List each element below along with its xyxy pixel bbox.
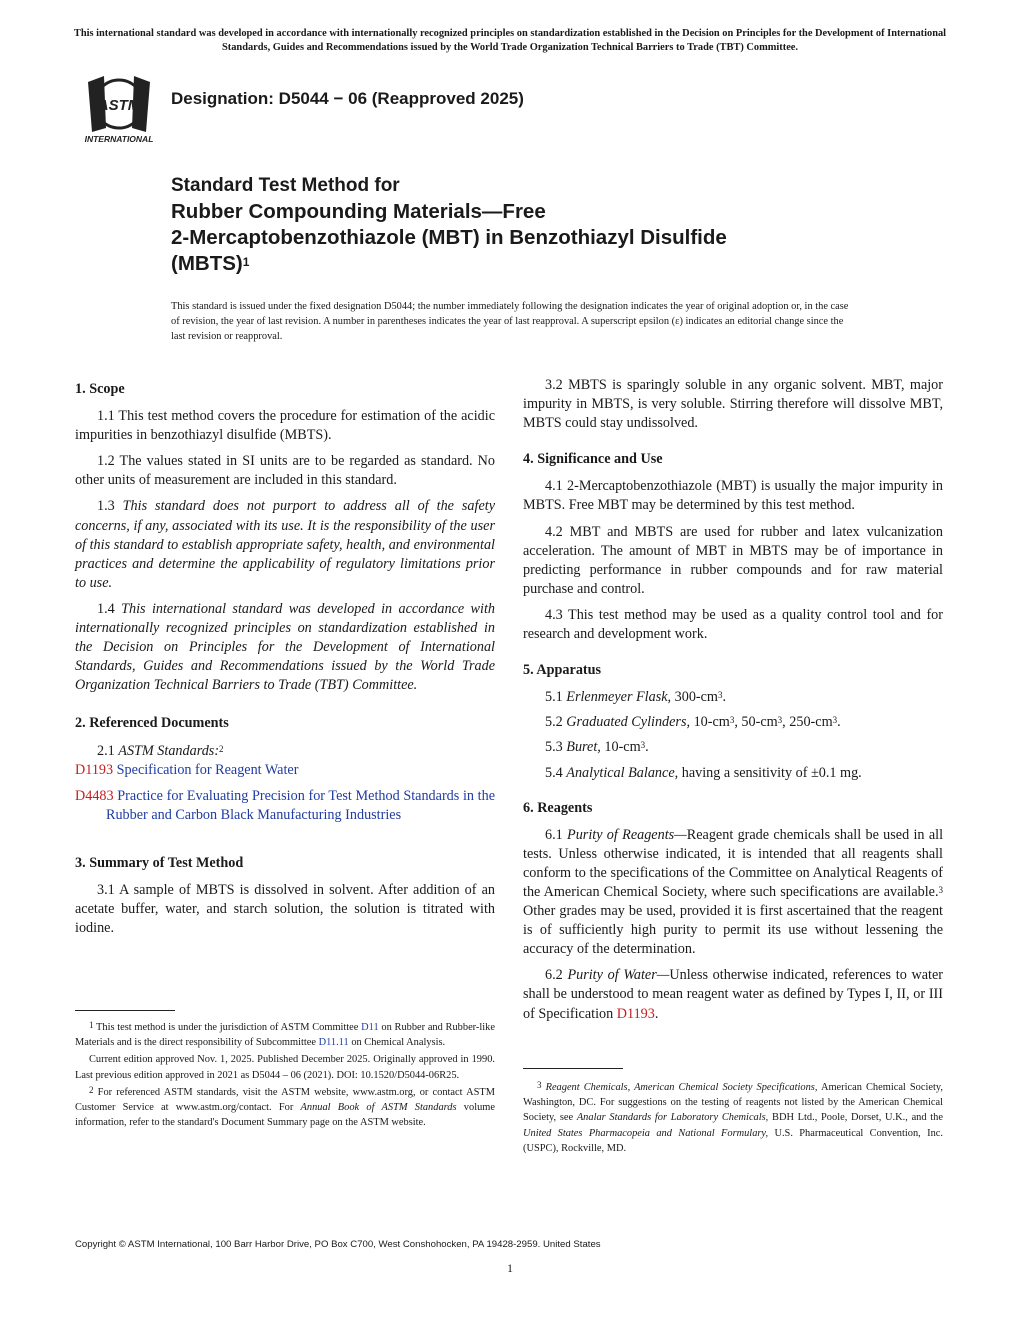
footnotes-right <box>523 1080 943 1158</box>
title-line-3: 2-Mercaptobenzothiazole (MBT) in Benzothiazyl Disulfide <box>171 226 727 249</box>
para-3-2: 3.2 MBTS is sparingly soluble in any organic solvent. MBT, major impurity in MBTS, is very soluble. Stirring therefore will dissolve MBT, MBTS could stay undissolved. <box>523 377 943 432</box>
para-1-4: 1.4 This international standard was developed in accordance with internationally recognized principles on standardization established in the Decision on Principles for the Development of International Standards, Guides and Recommendations issued by the World Trade Organization Technical Barriers to Trade (TBT) Committee. <box>75 600 495 694</box>
section-5-heading: 5. Apparatus <box>523 662 602 679</box>
section-4-heading: 4. Significance and Use <box>523 451 663 468</box>
page-number: 1 <box>507 1261 513 1275</box>
copyright-notice: Copyright © ASTM International, 100 Barr Harbor Drive, PO Box C700, West Conshohocken, PA 19428-2959. United States <box>75 1239 601 1250</box>
astm-logo <box>76 70 162 148</box>
footnote-rule-left <box>75 1010 175 1011</box>
ref-link-d1193[interactable]: D1193 <box>616 1005 655 1022</box>
right-column <box>523 376 943 1031</box>
footnote-2: $^2$ For referenced ASTM standards, visit the ASTM website, www.astm.org, or contact ASTM Customer Service at www.astm.org/contact. For Annual Book of ASTM Standards volume information, refer to the standard's Document Summary page on the ASTM website. <box>75 1084 495 1129</box>
para-5-3: 5.3 Buret, $10-cm^3$. <box>545 739 649 756</box>
designation: Designation: D5044 − 06 (Reapproved 2025) <box>171 89 524 108</box>
footnote-3: $^3$ Reagent Chemicals, American Chemical Society Specifications, American Chemical Society, Washington, DC. For suggestions on the testing of reagents not listed by the American Chemical Society, see Analar Standards for Laboratory Chemicals, BDH Ltd., Poole, Dorset, U.K., and the United States Pharmacopeia and National Formulary, U.S. Pharmaceutical Convention, Inc. (USPC), Rockville, MD. <box>523 1080 943 1154</box>
section-1-heading: 1. Scope <box>75 381 125 397</box>
footnote-rule-right <box>523 1068 623 1069</box>
section-3-heading: 3. Summary of Test Method <box>75 854 244 871</box>
logo-text: ASTM <box>97 97 141 114</box>
footnote-1-edition: Current edition approved Nov. 1, 2025. Published December 2025. Originally approved in 1990. Last previous edition approved in 2021 as D5044 – 06 (2021). DOI: 10.1520/D5044-06R25. <box>75 1054 495 1081</box>
para-2-1: 2.1 ASTM Standards:$^2$ <box>97 742 224 759</box>
section-6-heading: 6. Reagents <box>523 799 593 816</box>
para-1-1: 1.1 This test method covers the procedure for estimation of the acidic impurities in benzothiazyl disulfide (MBTS). <box>75 408 495 444</box>
title-footnote-mark[interactable]: 1 <box>242 255 250 269</box>
top-notice: This international standard was developed in accordance with internationally recognized principles on standardization established in the Decision on Principles for the Development of International Standards, Guides and Recommendations issued by the World Trade Organization Technical Barriers to Trade (TBT) Committee. <box>73 28 947 53</box>
section-2-heading: 2. Referenced Documents <box>75 715 229 732</box>
para-6-1: 6.1 Purity of Reagents—Reagent grade chemicals shall be used in all tests. Unless otherwise indicated, it is intended that all reagents shall conform to the specifications of the Committee on Analytical Reagents of the American Chemical Society, where such specifications are available.$^3$ Other grades may be used, provided it is first ascertained that the reagent is of sufficiently high purity to permit its use without lessening the accuracy of the determination. <box>523 826 944 958</box>
issuance-statement: This standard is issued under the fixed designation D5044; the number immediately following the designation indicates the year of original adoption or, in the case of revision, the year of last revision. A number in parentheses indicates the year of last reapproval. A superscript epsilon (ε) indicates an editorial change since the last revision or reapproval. <box>171 301 849 342</box>
para-4-3: 4.3 This test method may be used as a quality control tool and for research and development work. <box>523 606 943 643</box>
title-line-2: Rubber Compounding Materials—Free <box>171 200 546 223</box>
link-d11[interactable]: D11 <box>361 1022 379 1033</box>
para-4-2: 4.2 MBT and MBTS are used for rubber and latex vulcanization acceleration. The amount of MBT in MBTS may be of importance in predicting performance in rubber compounds and for raw material purchase and control. <box>523 523 943 597</box>
title-line-1: Standard Test Method for <box>171 175 400 196</box>
ref-d1193[interactable]: D1193 Specification for Reagent Water <box>75 761 299 778</box>
footnotes-left <box>75 1020 495 1132</box>
footnote-1: $^1$ This test method is under the jurisdiction of ASTM Committee D11 on Rubber and Rubber-like Materials and is the direct responsibility of Subcommittee D11.11 on Chemical Analysis. <box>75 1020 495 1049</box>
document-title <box>171 173 931 277</box>
para-5-4: 5.4 Analytical Balance, having a sensitivity of ±0.1 mg. <box>545 764 862 781</box>
para-5-1: 5.1 Erlenmeyer Flask, $300-cm^3$. <box>545 689 727 706</box>
left-column <box>75 376 495 945</box>
para-6-2: 6.2 Purity of Water—Unless otherwise indicated, references to water shall be understood to mean reagent water as defined by Types I, II, or III of Specification D1193. <box>523 967 944 1022</box>
para-4-1: 4.1 2-Mercaptobenzothiazole (MBT) is usually the major impurity in MBTS. Free MBT may be determined by this test method. <box>523 478 943 514</box>
ref-d4483[interactable]: D4483 Practice for Evaluating Precision for Test Method Standards in the Rubber and Carbon Black Manufacturing Industries <box>75 787 495 823</box>
para-1-2: 1.2 The values stated in SI units are to be regarded as standard. No other units of measurement are included in this standard. <box>75 453 495 489</box>
astm-logo-icon <box>76 70 162 148</box>
para-5-2: 5.2 Graduated Cylinders, $10-cm^3$, $50-cm^3$, $250-cm^3$. <box>545 714 841 731</box>
title-line-4: (MBTS)$^1$ <box>171 252 250 275</box>
para-3-1: 3.1 A sample of MBTS is dissolved in solvent. After addition of an acetate buffer, water, and starch solution, the solution is titrated with iodine. <box>75 881 495 937</box>
para-1-3: 1.3 This standard does not purport to address all of the safety concerns, if any, associated with its use. It is the responsibility of the user of this standard to establish appropriate safety, health, and environmental practices and determine the applicability of regulatory limitations prior to use. <box>75 498 495 591</box>
logo-subtext: INTERNATIONAL <box>84 134 154 144</box>
link-d11-11[interactable]: D11.11 <box>318 1037 349 1049</box>
